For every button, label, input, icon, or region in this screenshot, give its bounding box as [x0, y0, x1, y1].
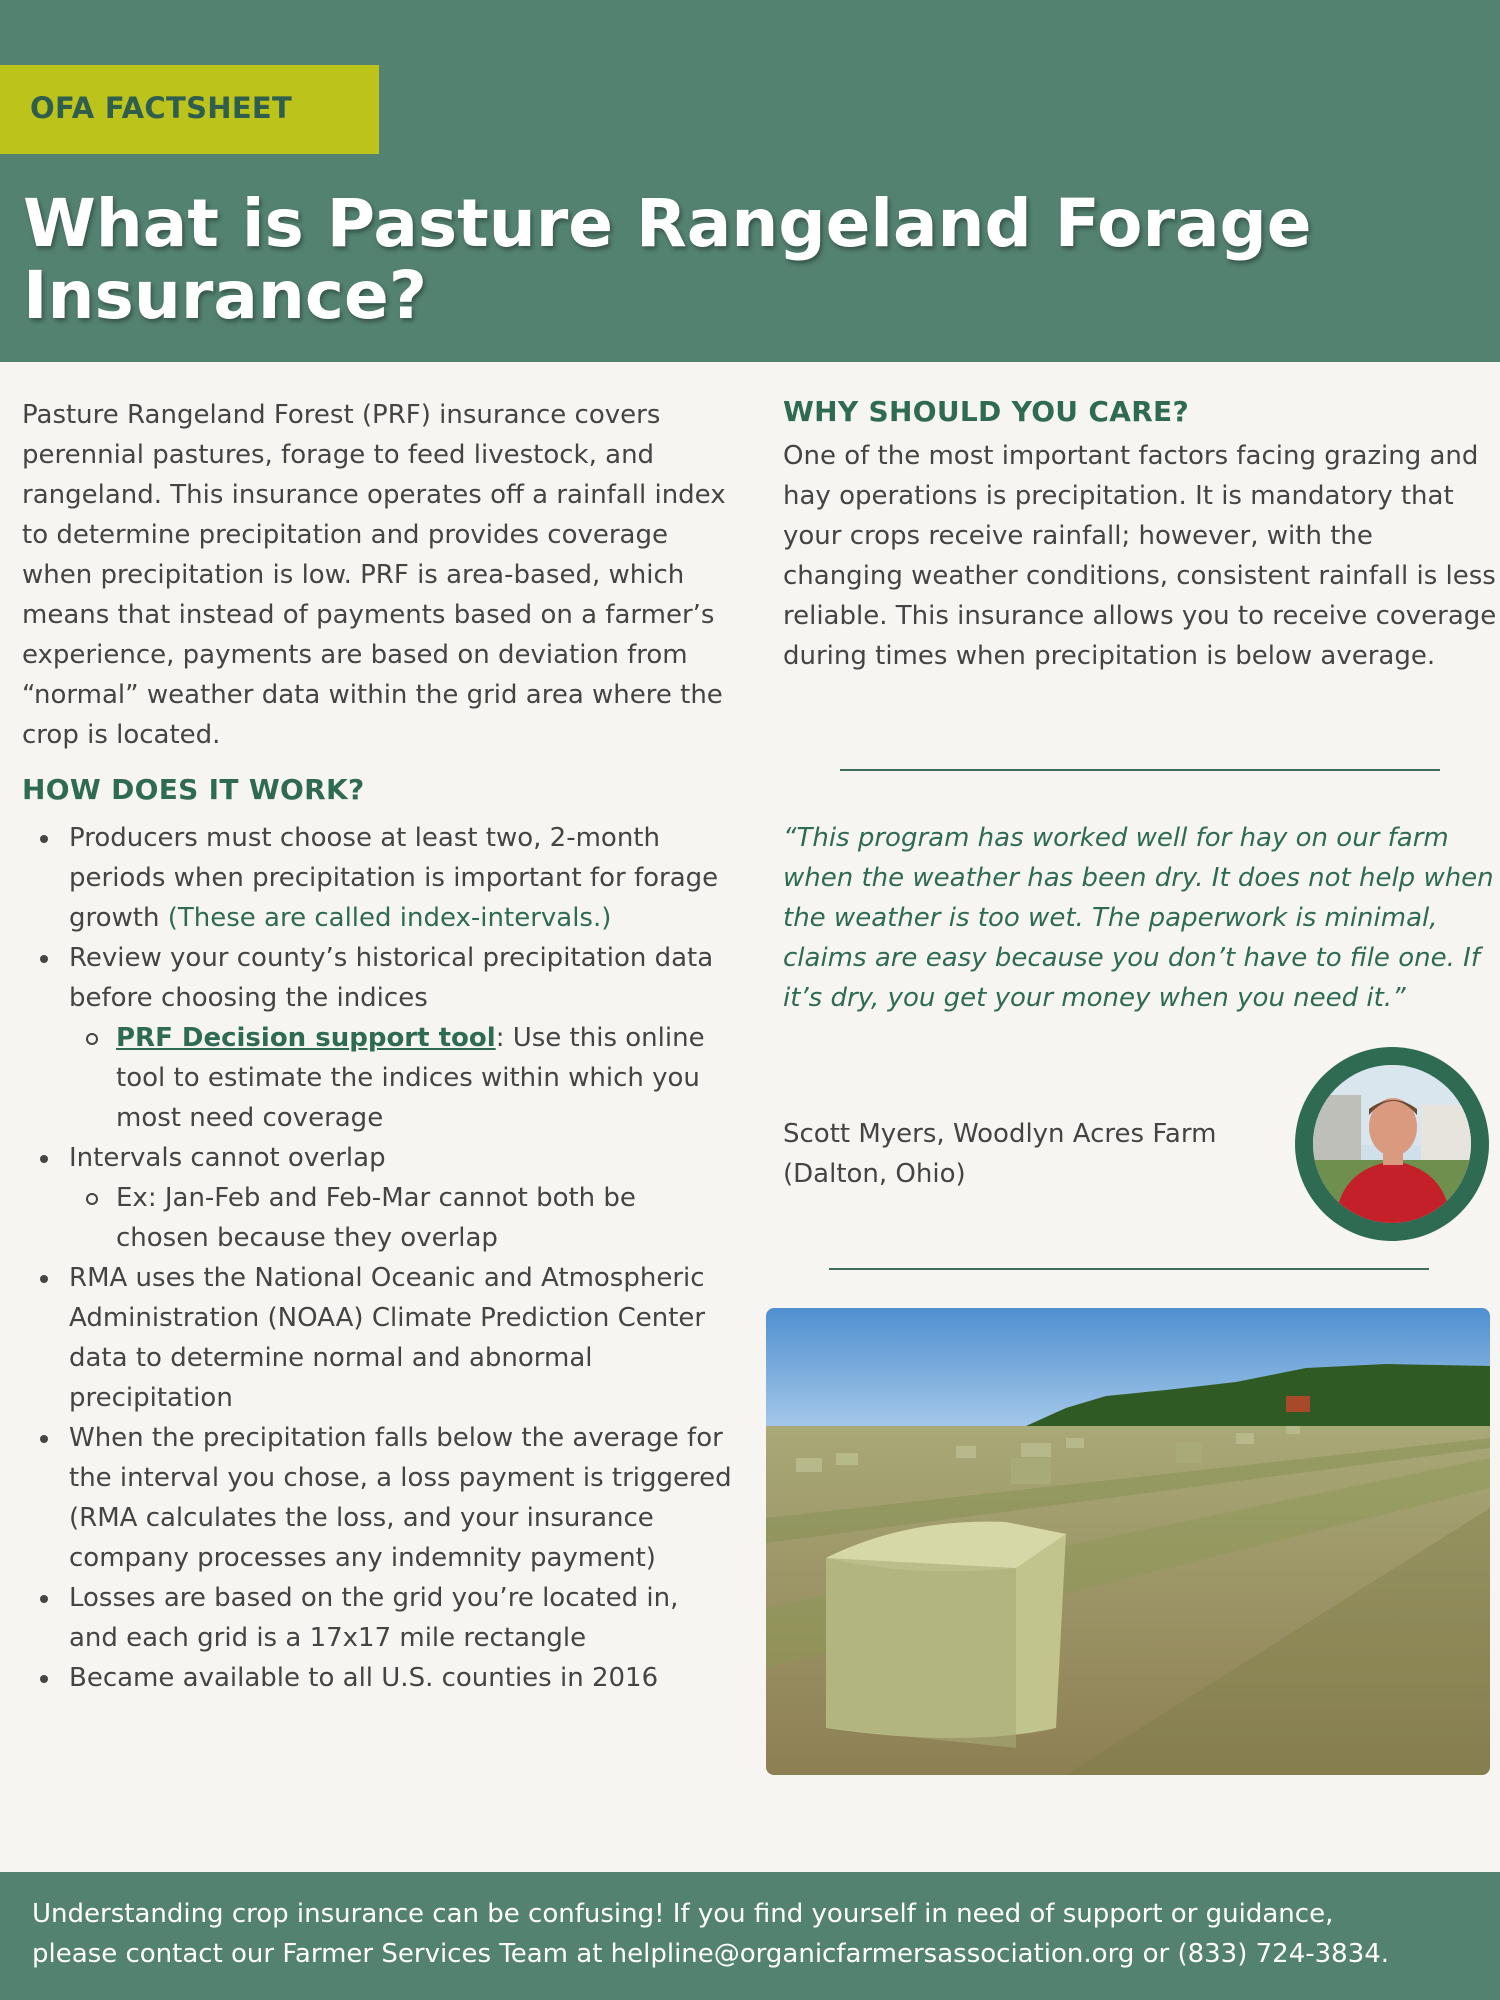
bullet-3-text: Intervals cannot overlap: [69, 1143, 386, 1173]
left-column: [22, 395, 732, 1698]
testimonial-quote: “This program has worked well for hay on our farm when the weather has been dry. It does not help when the weather is too wet. The paperwork is minimal, claims are easy because you don’t have to file one. If it’s dry, you get your money when you need it.”: [783, 823, 1494, 1013]
footer-text: [32, 1894, 1492, 1974]
footer-line-2: please contact our Farmer Services Team at helpline@organicfarmersassociation.org or (833) 724-3834.: [32, 1939, 1390, 1969]
right-column: [783, 395, 1498, 676]
intro-paragraph: Pasture Rangeland Forest (PRF) insurance covers perennial pastures, forage to feed livestock, and rangeland. This insurance operates off a rainfall index to determine precipitation and provides coverage when precipitation is low. PRF is area-based, which means that instead of payments based on a farmer’s experience, payments are based on deviation from “normal” weather data within the grid area where the crop is located.: [22, 400, 726, 750]
bullet-1-note: (These are called index-intervals.): [167, 903, 612, 933]
badge-label: OFA FACTSHEET: [30, 91, 293, 125]
footer-line-1: Understanding crop insurance can be confusing! If you find yourself in need of support or guidance,: [32, 1899, 1334, 1929]
factsheet-badge: [0, 65, 379, 154]
hay-field-photo: [766, 1308, 1490, 1775]
testimonial-attribution: [783, 1114, 1283, 1194]
how-heading: HOW DOES IT WORK?: [22, 773, 365, 806]
header-banner: [0, 0, 1500, 362]
attribution-location: (Dalton, Ohio): [783, 1159, 966, 1189]
why-heading: WHY SHOULD YOU CARE?: [783, 395, 1190, 428]
why-paragraph: One of the most important factors facing grazing and hay operations is precipitation. It is mandatory that your crops receive rainfall; however, with the changing weather conditions, consistent rainfall is less reliable. This insurance allows you to receive coverage during times when precipitation is below average.: [783, 441, 1497, 671]
list-item: [22, 938, 732, 1138]
page-title: What is Pasture Rangeland Forage Insurance?: [23, 185, 1312, 334]
footer-banner: [0, 1872, 1500, 2000]
divider-top: [840, 769, 1440, 771]
list-item: [22, 1418, 732, 1578]
bullet-4-text: RMA uses the National Oceanic and Atmospheric Administration (NOAA) Climate Prediction Center data to determine normal and abnormal precipitation: [69, 1263, 706, 1413]
sub-list: [69, 1018, 732, 1138]
bullet-1-text: Producers must choose at least two, 2-month periods when precipitation is important for forage growth: [69, 823, 719, 933]
list-item: [22, 818, 732, 938]
bullet-7-text: Became available to all U.S. counties in 2016: [69, 1663, 659, 1693]
prf-decision-tool-link[interactable]: PRF Decision support tool: [116, 1023, 496, 1053]
sub-list: [69, 1178, 732, 1258]
bullet-6-text: Losses are based on the grid you’re located in, and each grid is a 17x17 mile rectangle: [69, 1583, 679, 1653]
how-list: [22, 818, 732, 1698]
list-item: [22, 1138, 732, 1258]
list-item: [22, 1258, 732, 1418]
farmer-portrait: [1313, 1065, 1471, 1223]
list-item: [22, 1658, 732, 1698]
sub-item-text: : Use this online tool to estimate the indices within which you most need coverage: [116, 1023, 705, 1133]
bullet-5-text: When the precipitation falls below the average for the interval you chose, a loss payment is triggered (RMA calculates the loss, and your insurance company processes any indemnity payment): [69, 1423, 732, 1573]
sub-list-item: [69, 1178, 732, 1258]
sub-item-text: Ex: Jan-Feb and Feb-Mar cannot both be chosen because they overlap: [116, 1183, 636, 1253]
avatar: [1295, 1047, 1489, 1241]
attribution-name: Scott Myers, Woodlyn Acres Farm: [783, 1119, 1217, 1149]
sub-list-item: [69, 1018, 732, 1138]
list-item: [22, 1578, 732, 1658]
divider-bottom: [829, 1268, 1429, 1270]
bullet-2-text: Review your county’s historical precipitation data before choosing the indices: [69, 943, 714, 1013]
